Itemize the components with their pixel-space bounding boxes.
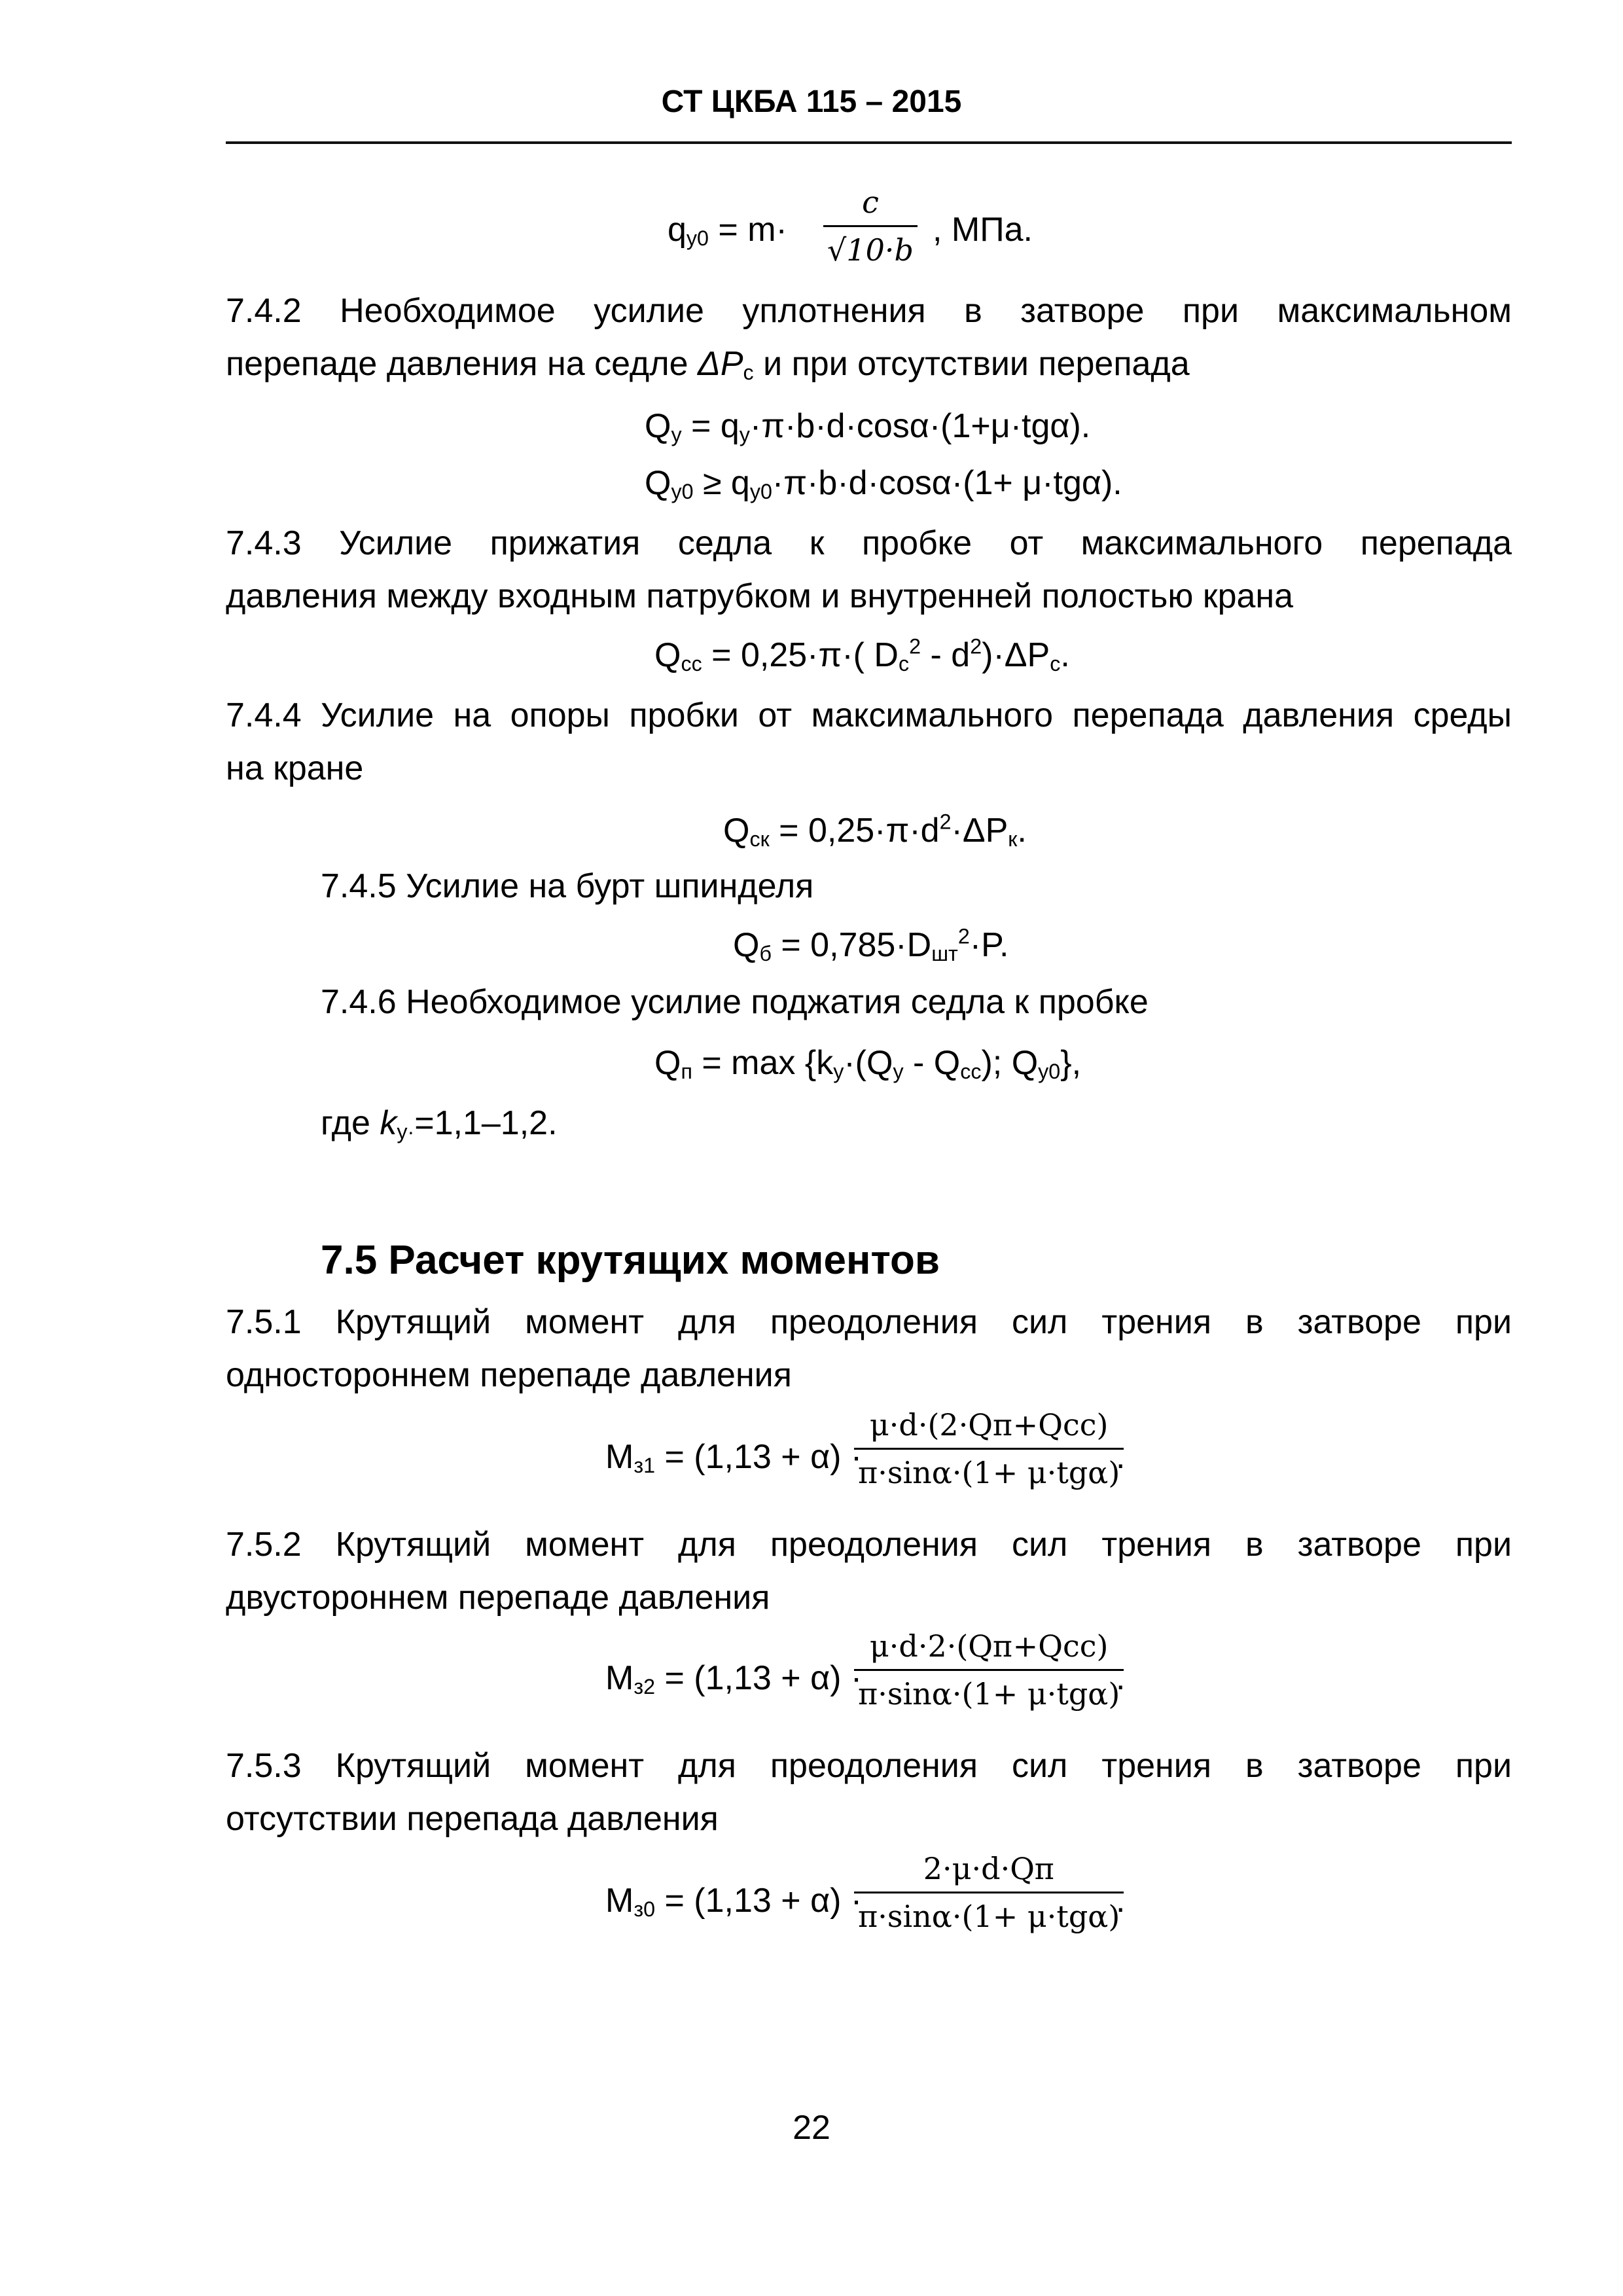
paragraph-7-4-6: 7.4.6 Необходимое усилие поджатия седла к пробке	[321, 983, 1149, 1021]
page-number: 22	[793, 2109, 830, 2147]
formula-m31-lhs: $М_{з1} = (1,13 + \alpha)$ ·	[605, 1438, 863, 1478]
formula-m30-period: .	[1116, 1882, 1126, 1920]
formula-m31-fraction: μ·d·(2·Qп+Qcc) π·sinα·(1+ μ·tgα)	[854, 1407, 1124, 1490]
section-title: 7.5 Расчет крутящих моментов	[321, 1238, 940, 1283]
formula-m31-period: .	[1116, 1438, 1126, 1476]
paragraph-7-5-3-line1: 7.5.3 Крутящий момент для преодоления сил трения в затворе при	[226, 1747, 1512, 1785]
formula-qy0-lhs: $q_{y0} = m\cdot$	[668, 211, 787, 251]
formula-m32-fraction: μ·d·2·(Qп+Qcc) π·sinα·(1+ μ·tgα)	[854, 1628, 1124, 1712]
paragraph-7-5-1-line2: одностороннем перепаде давления	[226, 1356, 792, 1394]
formula-m32-period: .	[1116, 1659, 1126, 1697]
paragraph-7-4-5: 7.4.5 Усилие на бурт шпинделя	[321, 867, 814, 905]
formula-qck: $Q_{ск} = 0,25\cdot\pi\cdot d^2\cdot\Delta P_к$.	[723, 810, 1027, 852]
paragraph-7-4-3-line2: давления между входным патрубком и внутренней полостью крана	[226, 577, 1294, 615]
formula-qb: $Q_б = 0,785\cdot D_{шт}^2\cdot P$.	[733, 924, 1009, 966]
paragraph-7-4-2-line1: 7.4.2 Необходимое усилие уплотнения в затворе при максимальном	[226, 292, 1512, 330]
paragraph-7-4-2-line2: перепаде давления на седле $\Delta P_c$ и при отсутствии перепада	[226, 345, 1190, 385]
formula-qy: $Q_y = q_y\cdot\pi\cdot b\cdot d\cdot\cos\alpha\cdot(1+\mu\cdot tg\alpha)$.	[645, 407, 1091, 447]
formula-qn: $Q_п = \max \{k_y\cdot(Q_y - Q_{cc})$; $Q_{y0}$},	[654, 1044, 1082, 1084]
formula-m30-lhs: $М_{з0} = (1,13 + \alpha)$ ·	[605, 1882, 863, 1922]
formula-qy0-unit: , МПа.	[933, 211, 1033, 249]
paragraph-7-5-2-line2: двустороннем перепаде давления	[226, 1579, 770, 1617]
header-rule	[226, 141, 1512, 144]
paragraph-7-4-4-line2: на кране	[226, 749, 364, 787]
formula-qcc: $Q_{cc} = 0,25\cdot\pi\cdot$( $D_c^2 - d^2)\cdot\Delta P_c$.	[654, 634, 1070, 676]
paragraph-7-5-3-line2: отсутствии перепада давления	[226, 1800, 719, 1838]
formula-qy0-fraction: $\frac{c}{√10\cdot b}$	[823, 185, 918, 268]
formula-m30-fraction: 2·μ·d·Qп π·sinα·(1+ μ·tgα)	[854, 1851, 1124, 1934]
paragraph-7-5-1-line1: 7.5.1 Крутящий момент для преодоления сил трения в затворе при	[226, 1303, 1512, 1341]
where-note: где $k_{y\cdot}=1,1-1,2$.	[321, 1104, 558, 1144]
formula-qy0: $Q_{y0} \ge q_{y0}\cdot\pi\cdot b\cdot d\cdot\cos\alpha\cdot(1+ \mu\cdot tg\alpha)$.	[645, 464, 1122, 504]
paragraph-7-4-3-line1: 7.4.3 Усилие прижатия седла к пробке от максимального перепада	[226, 524, 1512, 562]
paragraph-7-4-4-line1: 7.4.4 Усилие на опоры пробки от максимального перепада давления среды	[226, 696, 1512, 734]
formula-m32-lhs: $М_{з2} = (1,13 + \alpha)$ ·	[605, 1659, 863, 1699]
document-header: СТ ЦКБА 115 – 2015	[661, 84, 962, 119]
paragraph-7-5-2-line1: 7.5.2 Крутящий момент для преодоления сил трения в затворе при	[226, 1526, 1512, 1564]
